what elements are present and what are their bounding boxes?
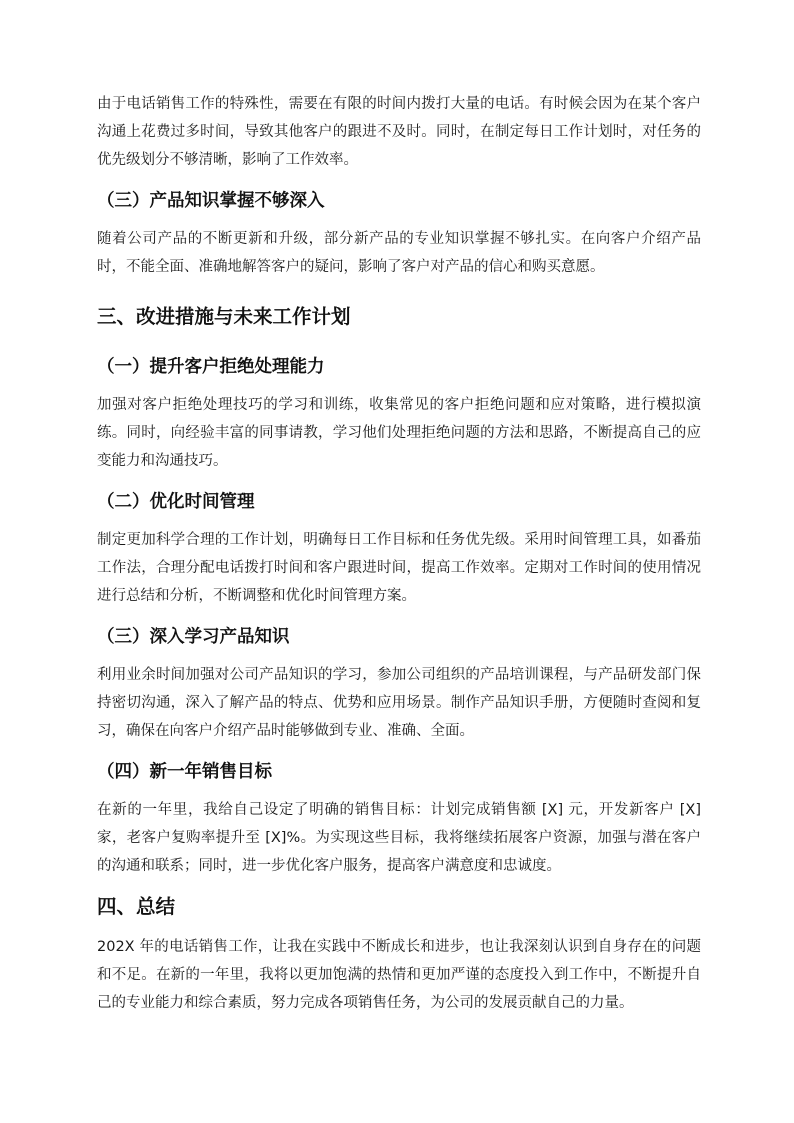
heading-learn-product: （三）深入学习产品知识	[97, 627, 290, 647]
paragraph-summary: 202X 年的电话销售工作，让我在实践中不断成长和进步，也让我深刻认识到自身存在的问题和不足。在新的一年里，我将以更加饱满的热情和更加严谨的态度投入到工作中，不断提升自己的专业能力和综合素质，努力完成各项销售任务，为公司的发展贡献自己的力量。	[97, 939, 701, 1011]
document-page	[97, 90, 701, 1017]
paragraph-improve-rejection: 加强对客户拒绝处理技巧的学习和训练，收集常见的客户拒绝问题和应对策略，进行模拟演练。同时，向经验丰富的同事请教，学习他们处理拒绝问题的方法和思路，不断提高自己的应变能力和沟通技巧。	[97, 397, 701, 469]
heading-product-knowledge-issue: （三）产品知识掌握不够深入	[97, 191, 325, 211]
paragraph-time-management: 制定更加科学合理的工作计划，明确每日工作目标和任务优先级。采用时间管理工具，如番茄工作法，合理分配电话拨打时间和客户跟进时间，提高工作效率。定期对工作时间的使用情况进行总结和分析，不断调整和优化时间管理方案。	[97, 532, 701, 604]
heading-time-management: （二）优化时间管理	[97, 492, 255, 512]
heading-improve-rejection: （一）提升客户拒绝处理能力	[97, 357, 325, 377]
paragraph-product-knowledge-issue: 随着公司产品的不断更新和升级，部分新产品的专业知识掌握不够扎实。在向客户介绍产品时，不能全面、准确地解答客户的疑问，影响了客户对产品的信心和购买意愿。	[97, 231, 701, 275]
heading-new-year-goal: （四）新一年销售目标	[97, 762, 272, 782]
heading-section-3: 三、改进措施与未来工作计划	[97, 305, 351, 328]
paragraph-new-year-goal: 在新的一年里，我给自己设定了明确的销售目标：计划完成销售额 [X] 元，开发新客户 [X] 家，老客户复购率提升至 [X]%。为实现这些目标，我将继续拓展客户资源，加强与潜在客户的沟通和联系；同时，进一步优化客户服务，提高客户满意度和忠诚度。	[97, 802, 701, 874]
paragraph-time-issue: 由于电话销售工作的特殊性，需要在有限的时间内拨打大量的电话。有时候会因为在某个客户沟通上花费过多时间，导致其他客户的跟进不及时。同时，在制定每日工作计划时，对任务的优先级划分不够清晰，影响了工作效率。	[97, 96, 701, 168]
paragraph-learn-product: 利用业余时间加强对公司产品知识的学习，参加公司组织的产品培训课程，与产品研发部门保持密切沟通，深入了解产品的特点、优势和应用场景。制作产品知识手册，方便随时查阅和复习，确保在向客户介绍产品时能够做到专业、准确、全面。	[97, 667, 701, 739]
heading-section-4: 四、总结	[97, 895, 176, 918]
